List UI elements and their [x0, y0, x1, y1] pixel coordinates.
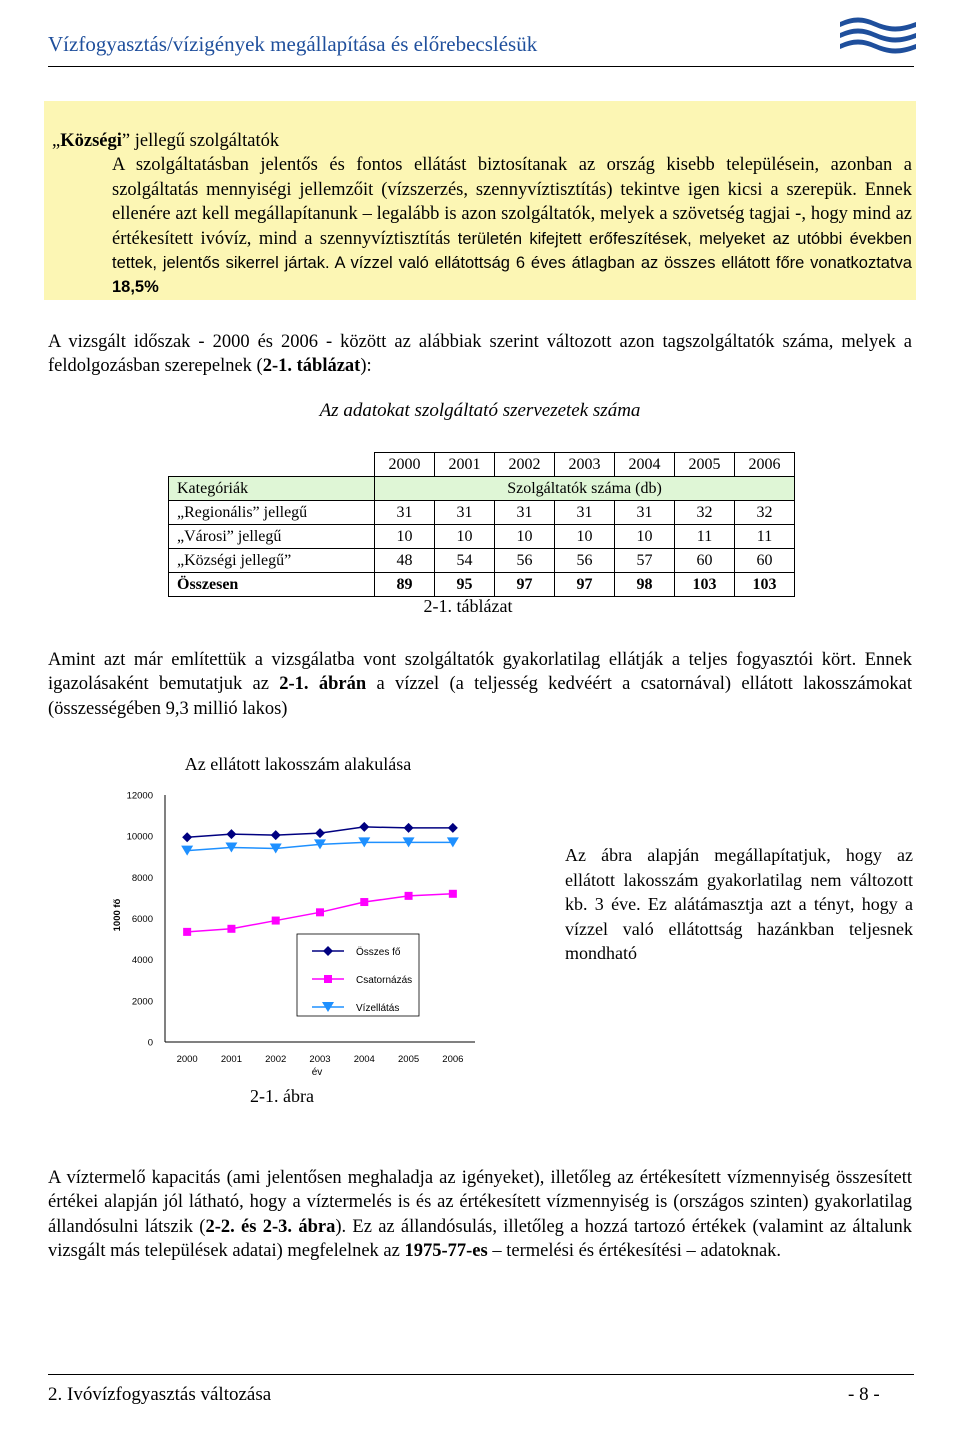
table-cell: 48 — [375, 549, 435, 573]
year-cell: 2002 — [495, 453, 555, 477]
table-caption: 2-1. táblázat — [423, 596, 513, 616]
footer-chapter: 2. Ivóvízfogyasztás változása — [48, 1384, 272, 1405]
unit-header: Szolgáltatók száma (db) — [375, 477, 795, 501]
year-cell: 2004 — [615, 453, 675, 477]
year-cell: 2003 — [555, 453, 615, 477]
total-cell: 97 — [495, 573, 555, 597]
category-header: Kategóriák — [169, 477, 375, 501]
data-point — [449, 890, 457, 898]
population-chart — [0, 740, 520, 1085]
data-point — [448, 823, 458, 833]
page-number: - 8 - — [848, 1384, 880, 1405]
highlight-heading: „Községi” jellegű szolgáltatók — [52, 131, 280, 151]
highlight-body: A szolgáltatásban jelentős és fontos ellátást biztosítanak az ország kisebb településein, azonban a szolgáltatás mennyiségi jellemzőit (vízszerzés, szennyvíztisztítás) tekintve igen kicsi a szerepük. Ennek ellenére azt kell megállapítanunk – legalább is azon szolgáltatók, melyek a szövetség tagjai -, hogy mind az értékesített ivóvíz, mind a szennyvíztisztítás területén kifejtett erőfeszítések, melyeket az utóbbi években tettek, jelentős sikerrel jártak. A vízzel való ellátottság 6 éves átlagban az összes ellátott főre vonatkoztatva 18,5% — [112, 155, 912, 297]
legend-label: Csatornázás — [356, 975, 413, 986]
y-tick-label: 8000 — [131, 872, 153, 884]
table-cell: 10 — [495, 525, 555, 549]
table-year-row — [169, 453, 795, 477]
row-label: „Regionális” jellegű — [169, 501, 375, 525]
x-tick-label: 2004 — [353, 1054, 375, 1065]
intro-paragraph: A vizsgált időszak - 2000 és 2006 - között az alábbiak szerint változott azon tagszolgáltatók száma, melyek a feldolgozásban szerepelnek (2-1. táblázat): — [48, 332, 912, 377]
table-cell: 57 — [615, 549, 675, 573]
data-point — [227, 925, 235, 933]
x-tick-label: 2006 — [442, 1054, 464, 1065]
year-cell: 2006 — [735, 453, 795, 477]
header-divider — [48, 66, 914, 67]
chart-caption: 2-1. ábra — [250, 1086, 314, 1106]
data-point — [226, 829, 236, 839]
row-label: „Városi” jellegű — [169, 525, 375, 549]
table-header-row — [169, 477, 795, 501]
table-cell: 31 — [435, 501, 495, 525]
year-cell: 2000 — [375, 453, 435, 477]
highlight-text — [52, 129, 912, 300]
total-cell: 103 — [735, 573, 795, 597]
table-row — [169, 549, 795, 573]
table-row — [169, 501, 795, 525]
table-cell: 56 — [555, 549, 615, 573]
data-point — [360, 898, 368, 906]
footer-divider — [48, 1374, 914, 1375]
table-cell: 60 — [675, 549, 735, 573]
legend-marker — [324, 975, 332, 983]
data-point — [271, 830, 281, 840]
total-cell: 98 — [615, 573, 675, 597]
total-cell: 97 — [555, 573, 615, 597]
header-title: Vízfogyasztás/vízigények megállapítása és előrebecslésük — [48, 32, 538, 56]
table-cell: 31 — [495, 501, 555, 525]
table-cell: 60 — [735, 549, 795, 573]
data-point — [182, 832, 192, 842]
y-axis-label: 1000 fő — [112, 898, 123, 932]
legend-label: Vízellátás — [356, 1003, 400, 1014]
x-tick-label: 2005 — [398, 1054, 420, 1065]
total-cell: 89 — [375, 573, 435, 597]
y-tick-label: 10000 — [126, 831, 153, 843]
table-cell: 56 — [495, 549, 555, 573]
table-cell: 11 — [675, 525, 735, 549]
y-tick-label: 2000 — [131, 996, 153, 1008]
table-cell: 10 — [615, 525, 675, 549]
table-cell: 31 — [555, 501, 615, 525]
total-label: Összesen — [169, 573, 375, 597]
table-cell: 31 — [375, 501, 435, 525]
year-cell: 2005 — [675, 453, 735, 477]
y-tick-label: 6000 — [131, 914, 153, 925]
x-tick-label: 2001 — [220, 1054, 242, 1065]
data-point — [315, 828, 325, 838]
x-tick-label: 2000 — [176, 1054, 198, 1065]
total-cell: 103 — [675, 573, 735, 597]
table-cell: 54 — [435, 549, 495, 573]
table-corner — [169, 453, 375, 477]
table-cell: 10 — [375, 525, 435, 549]
table-cell: 11 — [735, 525, 795, 549]
chart-title: Az ellátott lakosszám alakulása — [184, 754, 412, 774]
table-title: Az adatokat szolgáltató szervezetek száma — [319, 400, 641, 421]
x-axis-label: év — [311, 1067, 323, 1078]
y-tick-label: 4000 — [131, 955, 153, 967]
providers-table — [168, 452, 795, 597]
chart-intro-paragraph: Amint azt már említettük a vizsgálatba vont szolgáltatók gyakorlatilag ellátják a teljes fogyasztói kört. Ennek igazolásaként bemutatjuk az 2-1. ábrán a vízzel (a teljesség kedvéért a csatornával) ellátott lakosszámokat (összességében 9,3 millió lakos) — [48, 650, 912, 719]
legend-label: Összes fő — [356, 947, 401, 958]
total-cell: 95 — [435, 573, 495, 597]
table-cell: 32 — [675, 501, 735, 525]
table-cell: 10 — [435, 525, 495, 549]
year-cell: 2001 — [435, 453, 495, 477]
table-cell: 32 — [735, 501, 795, 525]
y-tick-label: 12000 — [126, 790, 153, 802]
x-tick-label: 2002 — [265, 1054, 287, 1065]
x-tick-label: 2003 — [309, 1054, 331, 1065]
waves-logo-icon — [838, 14, 918, 60]
table-cell: 31 — [615, 501, 675, 525]
row-label: „Községi jellegű” — [169, 549, 375, 573]
chart-commentary: Az ábra alapján megállapítatjuk, hogy az ellátott lakosszám gyakorlatilag nem változott kb. 3 éve. Ez alátámasztja azt a tényt, hogy a vízzel való ellátottság hazánkban teljesnek mondható — [565, 845, 913, 963]
data-point — [183, 928, 191, 936]
data-point — [272, 917, 280, 925]
data-point — [405, 892, 413, 900]
table-cell: 10 — [555, 525, 615, 549]
conclusion-paragraph: A víztermelő kapacitás (ami jelentősen meghaladja az igényeket), illetőleg az értékesített vízmennyiség összesített értékei alapján jól látható, hogy a víztermelés is és az értékesített vízmennyiség is (országos szinten) gyakorlatilag állandósulni látszik (2-2. és 2-3. ábra). Ez az állandósulás, illetőleg a hozzá tartozó értékek (valamint az általunk vizsgált más települések adatai) megfelelnek az 1975-77-es – termelési és értékesítési – adatoknak. — [48, 1168, 912, 1262]
data-point — [404, 823, 414, 833]
y-tick-label: 0 — [147, 1037, 153, 1049]
table-total-row — [169, 573, 795, 597]
table-row — [169, 525, 795, 549]
data-point — [316, 908, 324, 916]
data-point — [359, 822, 369, 832]
